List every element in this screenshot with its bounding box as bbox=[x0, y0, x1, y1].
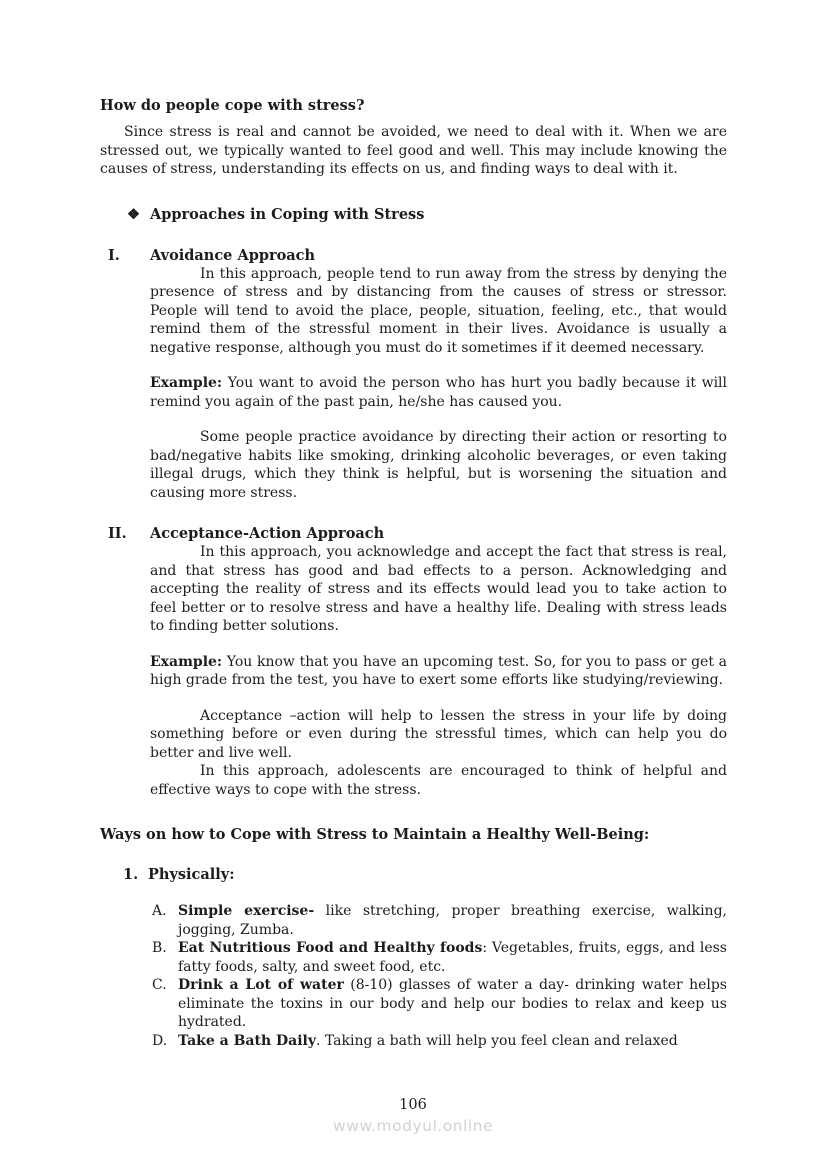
approaches-subheading bbox=[100, 205, 727, 224]
physically-title bbox=[100, 865, 727, 884]
section-numeral: II. bbox=[108, 525, 127, 542]
acceptance-paragraph-1: In this approach, you acknowledge and accept the fact that stress is real, and that stress has good and bad effects to a person. Acknowledging and accepting the reality of stress and its effects would lead you to take action to feel better or to resolve stress and have a healthy life. Dealing with stress leads to finding better solutions. bbox=[150, 544, 727, 634]
avoidance-paragraph-1: In this approach, people tend to run away from the stress by denying the presence of stress and by distancing from the causes of stress or stressor. People will tend to avoid the place, people, situation, feeling, etc., that would remind them of the stressful moment in their lives. Avoidance is usually a negative response, although you must do it sometimes if it deemed necessary. bbox=[150, 265, 727, 356]
list-item-lead: Simple exercise- bbox=[178, 903, 315, 919]
list-letter: A. bbox=[152, 903, 167, 919]
list-item-text: (8-10) glasses of water a day- drinking water helps eliminate the toxins in our body and help our bodies to relax and keep us hydrated. bbox=[178, 977, 727, 1030]
physically-list bbox=[100, 902, 727, 1050]
list-item-text: . Taking a bath will help you feel clean and relaxed bbox=[315, 1032, 678, 1049]
list-item-lead: Drink a Lot of water bbox=[178, 977, 344, 993]
list-item-text: : Vegetables, fruits, eggs, and less fatty foods, salty, and sweet food, etc. bbox=[178, 940, 727, 975]
example-text: You know that you have an upcoming test. So, for you to pass or get a high grade from the test, you have to exert some efforts like studying/reviewing. bbox=[150, 653, 727, 688]
example-label: Example: bbox=[150, 653, 223, 670]
physically-label: Physically: bbox=[148, 866, 235, 883]
section-title-label: Acceptance-Action Approach bbox=[150, 525, 385, 542]
avoidance-paragraph-2: Some people practice avoidance by directing their action or resorting to bad/negative habits like smoking, drinking alcoholic beverages, or even taking illegal drugs, which they think is helpful, but is worsening the situation and causing more stress. bbox=[150, 429, 727, 501]
list-item-text: like stretching, proper breathing exercise, walking, jogging, Zumba. bbox=[178, 903, 727, 938]
diamond-bullet-icon: ❖ bbox=[127, 205, 140, 223]
acceptance-example bbox=[150, 653, 727, 690]
list-item-lead: Eat Nutritious Food and Healthy foods bbox=[178, 940, 483, 956]
section-avoidance bbox=[100, 246, 727, 503]
list-item-drink-water bbox=[100, 976, 727, 1032]
section-title-label: Avoidance Approach bbox=[150, 246, 316, 264]
section-acceptance-title bbox=[100, 524, 727, 543]
section-acceptance bbox=[100, 524, 727, 799]
ways-heading: Ways on how to Cope with Stress to Maintain a Healthy Well-Being: bbox=[100, 826, 650, 843]
section-heading-cope: How do people cope with stress? bbox=[100, 97, 365, 114]
list-item-simple-exercise bbox=[100, 902, 727, 939]
list-letter: B. bbox=[152, 940, 167, 956]
list-number: 1. bbox=[123, 866, 139, 883]
list-letter: C. bbox=[152, 977, 167, 993]
section-avoidance-title bbox=[100, 246, 727, 265]
approaches-subheading-label: Approaches in Coping with Stress bbox=[150, 205, 425, 223]
example-text: You want to avoid the person who has hurt you badly because it will remind you again of the past pain, he/she has caused you. bbox=[150, 375, 727, 410]
section-numeral: I. bbox=[108, 246, 120, 264]
list-item-lead: Take a Bath Daily bbox=[178, 1032, 316, 1049]
list-item-take-bath bbox=[100, 1032, 727, 1051]
list-item-eat-nutritious bbox=[100, 939, 727, 976]
example-label: Example: bbox=[150, 375, 223, 391]
acceptance-paragraph-3: In this approach, adolescents are encouraged to think of helpful and effective ways to cope with the stress. bbox=[150, 763, 727, 798]
list-letter: D. bbox=[152, 1032, 168, 1049]
intro-paragraph: Since stress is real and cannot be avoided, we need to deal with it. When we are stressed out, we typically wanted to feel good and well. This may include knowing the causes of stress, understanding its effects on us, and finding ways to deal with it. bbox=[100, 124, 727, 177]
avoidance-example bbox=[150, 374, 727, 411]
watermark: www.modyul.online bbox=[333, 1117, 493, 1135]
acceptance-paragraph-2: Acceptance –action will help to lessen the stress in your life by doing something before or even during the stressful times, which can help you do better and live well. bbox=[150, 707, 727, 761]
page-number: 106 bbox=[399, 1097, 427, 1113]
